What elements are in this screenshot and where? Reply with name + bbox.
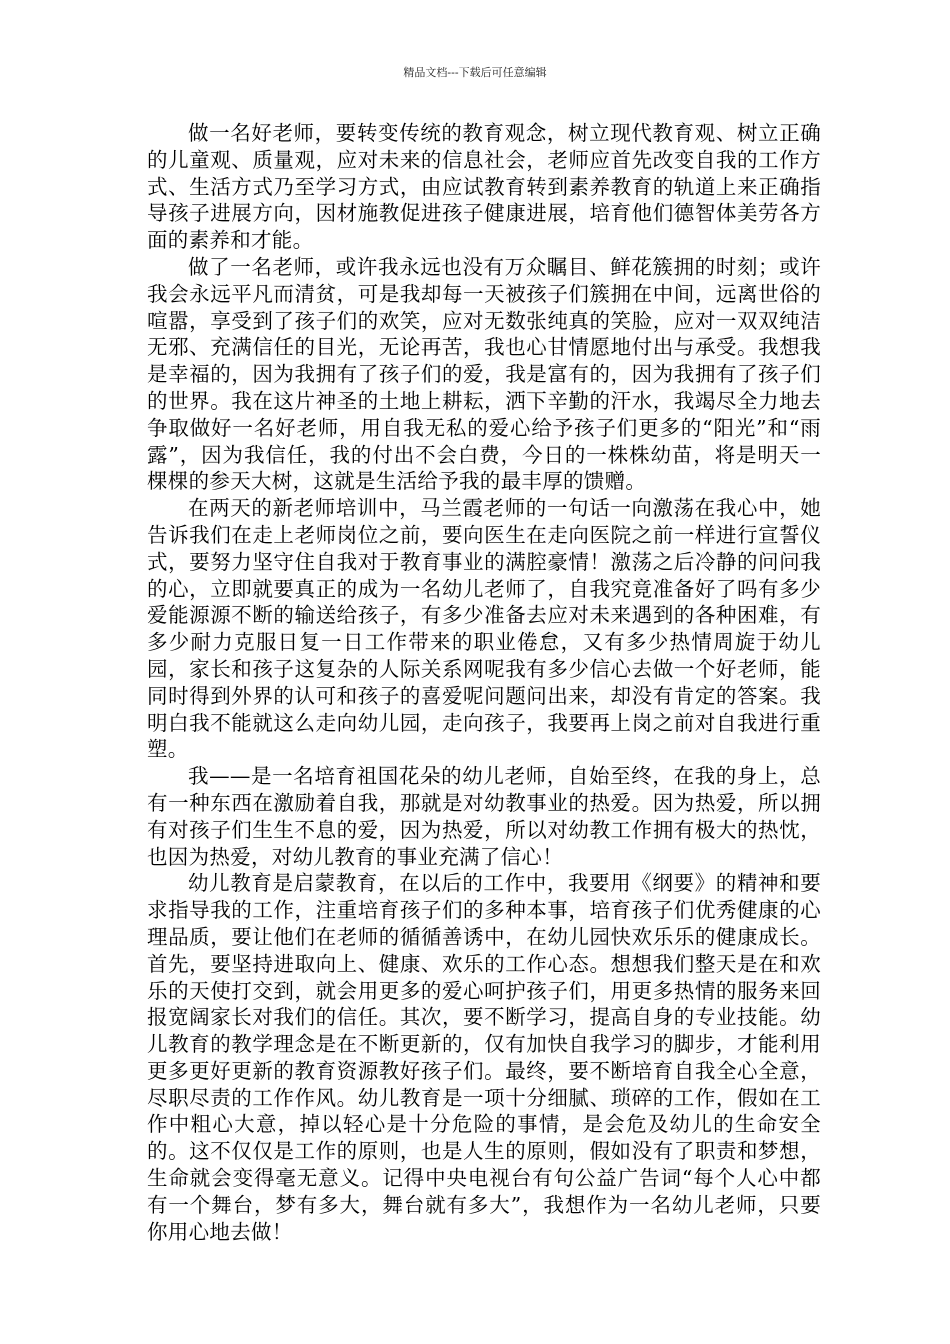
paragraph-2: 做了一名老师，或许我永远也没有万众瞩目、鲜花簇拥的时刻；或许我会永远平凡而清贫，可是我却每一天被孩子们簇拥在中间，远离世俗的喧嚣，享受到了孩子们的欢笑，应对无数张纯真的笑脸，应对一双双纯洁无邪、充满信任的目光，无论再苦，我也心甘情愿地付出与承受。我想我是幸福的，因为我拥有了孩子们的爱，我是富有的，因为我拥有了孩子们的世界。我在这片神圣的土地上耕耘，洒下辛勤的汗水，我竭尽全力地去争取做好一名好老师，用自我无私的爱心给予孩子们更多的“阳光”和“雨露”，因为我信任，我的付出不会白费，今日的一株株幼苗，将是明天一棵棵的参天大树，这就是生活给予我的最丰厚的馈赠。 [147, 254, 821, 494]
paragraph-5: 幼儿教育是启蒙教育，在以后的工作中，我要用《纲要》的精神和要求指导我的工作，注重培育孩子们的多种本事，培育孩子们优秀健康的心理品质，要让他们在老师的循循善诱中，在幼儿园快欢乐乐的健康成长。首先，要坚持进取向上、健康、欢乐的工作心态。想想我们整天是在和欢乐的天使打交到，就会用更多的爱心呵护孩子们，用更多热情的服务来回报宽阔家长对我们的信任。其次，要不断学习，提高自身的专业技能。幼儿教育的教学理念是在不断更新的，仅有加快自我学习的脚步，才能利用更多更好更新的教育资源教好孩子们。最终，要不断培育自我全心全意，尽职尽责的工作作风。幼儿教育是一项十分细腻、琐碎的工作，假如在工作中粗心大意，掉以轻心是十分危险的事情，是会危及幼儿的生命安全的。这不仅仅是工作的原则，也是人生的原则，假如没有了职责和梦想，生命就会变得毫无意义。记得中央电视台有句公益广告词“每个人心中都有一个舞台，梦有多大，舞台就有多大”，我想作为一名幼儿老师，只要你用心地去做！ [147, 871, 821, 1244]
page-header: 精品文档---下载后可任意编辑 [403, 66, 547, 79]
paragraph-3: 在两天的新老师培训中，马兰霞老师的一句话一向激荡在我心中，她告诉我们在走上老师岗位之前，要向医生在走向医院之前一样进行宣誓仪式，要努力坚守住自我对于教育事业的满腔豪情！激荡之后冷静的问问我的心，立即就要真正的成为一名幼儿老师了，自我究竟准备好了吗有多少爱能源源不断的输送给孩子，有多少准备去应对未来遇到的各种困难，有多少耐力克服日复一日工作带来的职业倦怠，又有多少热情周旋于幼儿园，家长和孩子这复杂的人际关系网呢我有多少信心去做一个好老师，能同时得到外界的认可和孩子的喜爱呢问题问出来，却没有肯定的答案。我明白我不能就这么走向幼儿园，走向孩子，我要再上岗之前对自我进行重塑。 [147, 496, 821, 762]
document-body [147, 120, 821, 1245]
paragraph-4: 我——是一名培育祖国花朵的幼儿老师，自始至终，在我的身上，总有一种东西在激励着自我，那就是对幼教事业的热爱。因为热爱，所以拥有对孩子们生生不息的爱，因为热爱，所以对幼教工作拥有极大的热忱，也因为热爱，对幼儿教育的事业充满了信心！ [147, 764, 821, 869]
paragraph-1: 做一名好老师，要转变传统的教育观念，树立现代教育观、树立正确的儿童观、质量观，应对未来的信息社会，老师应首先改变自我的工作方式、生活方式乃至学习方式，由应试教育转到素养教育的轨道上来正确指导孩子进展方向，因材施教促进孩子健康进展，培育他们德智体美劳各方面的素养和才能。 [147, 121, 821, 253]
